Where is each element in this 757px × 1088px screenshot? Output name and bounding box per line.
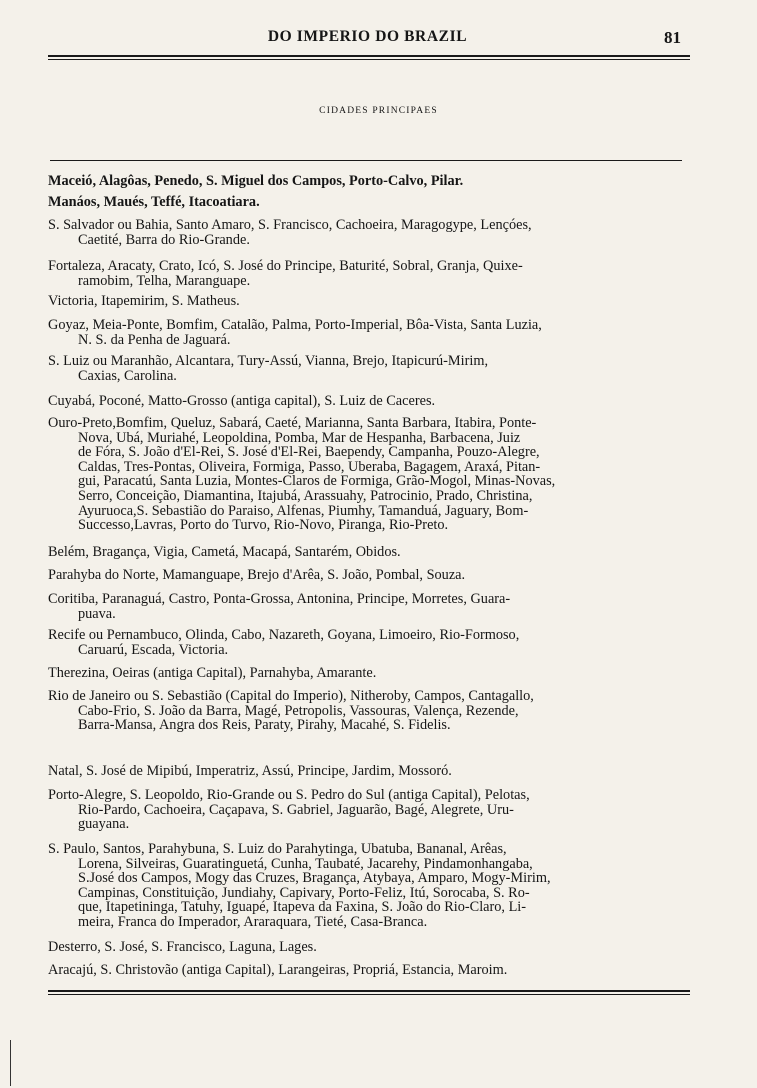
entry-line: S. Luiz ou Maranhão, Alcantara, Tury-Assú, Vianna, Brejo, Itapicurú-Mirim, xyxy=(48,353,489,369)
entry-line: Lorena, Silveiras, Guaratinguetá, Cunha, Taubaté, Jacarehy, Pindamonhangaba, xyxy=(78,855,533,872)
list-item xyxy=(48,195,688,210)
entry-line: Successo,Lavras, Porto do Turvo, Rio-Novo, Piranga, Rio-Preto. xyxy=(78,517,449,534)
entry-line: Goyaz, Meia-Ponte, Bomfim, Catalão, Palma, Porto-Imperial, Bôa-Vista, Santa Luzia, xyxy=(48,317,542,333)
footer-rule-thin xyxy=(48,994,690,995)
entry-line: Fortaleza, Aracaty, Crato, Icó, S. José do Principe, Baturité, Sobral, Granja, Quixe- xyxy=(48,258,523,274)
entry-line: Parahyba do Norte, Mamanguape, Brejo d'Arêa, S. João, Pombal, Souza. xyxy=(48,567,466,583)
list-item xyxy=(48,963,688,978)
list-item xyxy=(48,764,688,779)
entry-line: Rio de Janeiro ou S. Sebastião (Capital do Imperio), Nitheroby, Campos, Cantagallo, xyxy=(48,688,534,704)
list-item xyxy=(48,545,688,560)
list-item xyxy=(48,174,688,189)
entry-line: Recife ou Pernambuco, Olinda, Cabo, Nazareth, Goyana, Limoeiro, Rio-Formoso, xyxy=(48,627,520,643)
entry-line: Nova, Ubá, Muriahé, Leopoldina, Pomba, Mar de Hespanha, Barbacena, Juiz xyxy=(78,429,521,446)
footer-rule xyxy=(48,990,690,992)
list-item xyxy=(48,416,688,533)
list-item xyxy=(48,318,688,347)
entry-line: N. S. da Penha de Jaguará. xyxy=(78,331,231,348)
entry-line: Coritiba, Paranaguá, Castro, Ponta-Grossa, Antonina, Principe, Morretes, Guara- xyxy=(48,591,511,607)
entry-line: Cuyabá, Poconé, Matto-Grosso (antiga capital), S. Luiz de Caceres. xyxy=(48,393,436,409)
entry-line: Serro, Conceição, Diamantina, Itajubá, Arassuahy, Patrocinio, Prado, Christina, xyxy=(78,487,533,504)
list-item xyxy=(48,394,688,409)
running-title: DO IMPERIO DO BRAZIL xyxy=(267,28,468,45)
entry-line: Manáos, Maués, Teffé, Itacoatiara. xyxy=(48,194,260,210)
list-item xyxy=(48,788,688,832)
entry-line: Natal, S. José de Mipibú, Imperatriz, Assú, Principe, Jardim, Mossoró. xyxy=(48,763,452,779)
header-rule xyxy=(48,55,690,57)
list-item xyxy=(48,666,688,681)
entry-line: Caruarú, Escada, Victoria. xyxy=(78,641,229,658)
entry-line: Campinas, Constituição, Jundiahy, Capivary, Porto-Feliz, Itú, Sorocaba, S. Ro- xyxy=(78,884,530,901)
entry-line: Ayuruoca,S. Sebastião do Paraiso, Alfenas, Piumhy, Tamanduá, Jaguary, Bom- xyxy=(78,502,529,519)
section-title: CIDADES PRINCIPAES xyxy=(319,106,438,116)
page-number: 81 xyxy=(664,28,681,47)
entry-line: Cabo-Frio, S. João da Barra, Magé, Petropolis, Vassouras, Valença, Rezende, xyxy=(78,702,519,719)
entry-line: S. Paulo, Santos, Parahybuna, S. Luiz do Parahytinga, Ubatuba, Bananal, Arêas, xyxy=(48,841,507,857)
entry-line: gui, Paracatú, Santa Luzia, Montes-Claros de Formiga, Grão-Mogol, Minas-Novas, xyxy=(78,473,556,490)
list-item xyxy=(48,294,688,309)
page-header xyxy=(48,28,687,54)
section-rule xyxy=(50,160,682,161)
entry-line: que, Itapetininga, Tatuhy, Iguapé, Itapeva da Faxina, S. João do Rio-Claro, Li- xyxy=(78,899,527,916)
entry-line: S.José dos Campos, Mogy das Cruzes, Bragança, Atybaya, Amparo, Mogy-Mirim, xyxy=(78,870,551,887)
entry-line: Caxias, Carolina. xyxy=(78,367,177,384)
entry-line: Belém, Bragança, Vigia, Cametá, Macapá, Santarém, Obidos. xyxy=(48,544,401,560)
entry-line: Ouro-Preto,Bomfim, Queluz, Sabará, Caeté, Marianna, Santa Barbara, Itabira, Ponte- xyxy=(48,415,537,431)
entry-line: Porto-Alegre, S. Leopoldo, Rio-Grande ou S. Pedro do Sul (antiga Capital), Pelotas, xyxy=(48,787,530,803)
entry-line: Barra-Mansa, Angra dos Reis, Paraty, Pirahy, Macahé, S. Fidelis. xyxy=(78,717,451,734)
entry-line: puava. xyxy=(78,605,116,622)
entry-line: Caetité, Barra do Rio-Grande. xyxy=(78,231,250,248)
entry-line: Maceió, Alagôas, Penedo, S. Miguel dos Campos, Porto-Calvo, Pilar. xyxy=(48,173,464,189)
list-item xyxy=(48,940,688,955)
entry-line: Rio-Pardo, Cachoeira, Caçapava, S. Gabriel, Jaguarão, Bagé, Alegrete, Uru- xyxy=(78,801,514,818)
entry-line: Desterro, S. José, S. Francisco, Laguna, Lages. xyxy=(48,939,317,955)
entry-line: Therezina, Oeiras (antiga Capital), Parnahyba, Amarante. xyxy=(48,665,377,681)
header-rule-thin xyxy=(48,59,690,60)
list-item xyxy=(48,218,688,247)
list-item xyxy=(48,259,688,288)
list-item xyxy=(48,354,688,383)
list-item xyxy=(48,568,688,583)
entry-line: Caldas, Tres-Pontas, Oliveira, Formiga, Passo, Uberaba, Bagagem, Araxá, Pitan- xyxy=(78,458,541,475)
entry-line: guayana. xyxy=(78,816,130,833)
entry-line: Aracajú, S. Christovão (antiga Capital), Larangeiras, Propriá, Estancia, Maroim. xyxy=(48,962,508,978)
list-item xyxy=(48,842,688,930)
entry-line: meira, Franca do Imperador, Araraquara, Tieté, Casa-Branca. xyxy=(78,913,428,930)
list-item xyxy=(48,592,688,621)
list-item xyxy=(48,689,688,733)
list-item xyxy=(48,628,688,657)
margin-mark xyxy=(10,1040,11,1086)
entry-line: S. Salvador ou Bahia, Santo Amaro, S. Francisco, Cachoeira, Maragogype, Lençóes, xyxy=(48,217,532,233)
entry-line: de Fóra, S. João d'El-Rei, S. José d'El-Rei, Baependy, Campanha, Pouzo-Alegre, xyxy=(78,444,540,461)
entry-line: Victoria, Itapemirim, S. Matheus. xyxy=(48,293,240,309)
entry-line: ramobim, Telha, Maranguape. xyxy=(78,272,251,289)
